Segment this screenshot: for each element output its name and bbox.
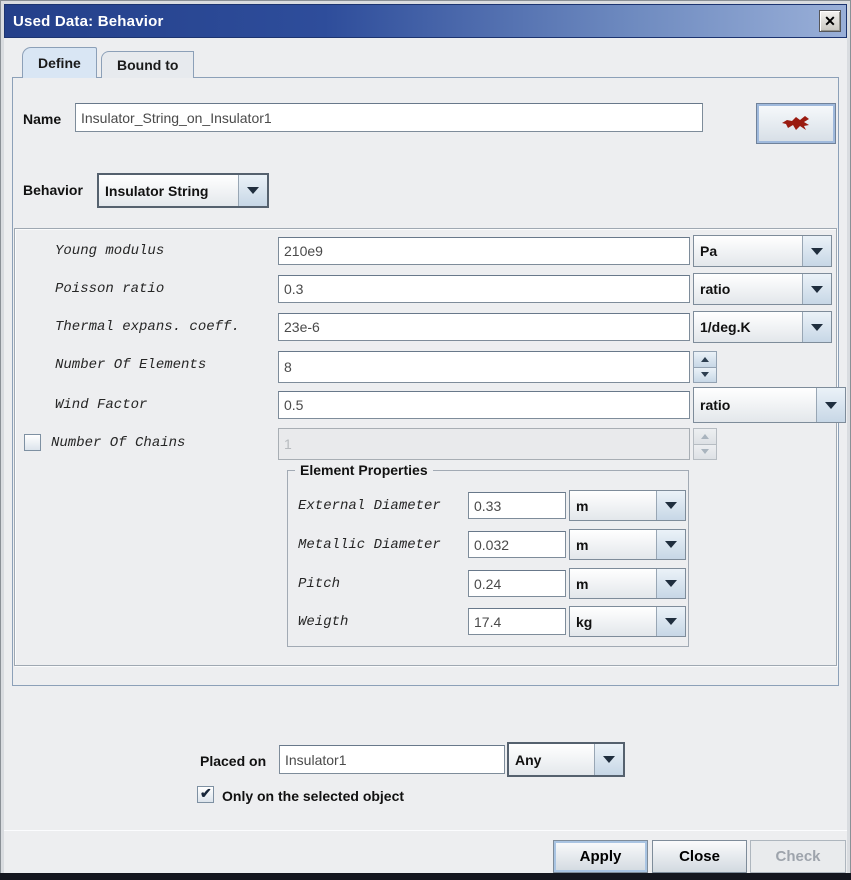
apply-button[interactable]: Apply [553, 840, 648, 873]
unit-combo-arrow[interactable] [802, 312, 831, 342]
chevron-down-icon [811, 324, 823, 331]
metallic-diameter-input[interactable] [468, 531, 566, 558]
chevron-down-icon [665, 618, 677, 625]
poisson-ratio-label: Poisson ratio [55, 281, 165, 297]
title-bar[interactable] [4, 4, 847, 38]
arrow-up-icon [701, 434, 709, 439]
name-input[interactable] [75, 103, 703, 132]
spinner-up-button [693, 428, 717, 445]
chevron-down-icon [665, 580, 677, 587]
define-tab-panel [12, 77, 839, 686]
chevron-down-icon [247, 187, 259, 194]
wind-factor-unit: ratio [700, 397, 731, 413]
arrow-down-icon [701, 372, 709, 377]
tab-bound-to[interactable] [101, 51, 194, 78]
pitch-label: Pitch [298, 576, 341, 592]
chevron-down-icon [811, 248, 823, 255]
young-modulus-label: Young modulus [55, 243, 165, 259]
placed-on-scope-value: Any [515, 751, 542, 768]
external-diameter-unit: m [576, 497, 589, 514]
unit-combo-arrow[interactable] [802, 274, 831, 304]
pitch-unit: m [576, 575, 589, 592]
metallic-diameter-unit-combo[interactable] [569, 529, 686, 560]
chevron-down-icon [665, 541, 677, 548]
placed-on-input[interactable] [279, 745, 505, 774]
scope-combo-arrow[interactable] [594, 744, 623, 775]
pitch-input[interactable] [468, 570, 566, 597]
metallic-diameter-label: Metallic Diameter [298, 537, 441, 553]
pitch-unit-combo[interactable] [569, 568, 686, 599]
poisson-ratio-input[interactable] [278, 275, 690, 303]
thermal-expansion-input[interactable] [278, 313, 690, 341]
tab-bound-to-label: Bound to [117, 57, 179, 73]
close-button[interactable]: Close [652, 840, 747, 873]
arrow-up-icon [701, 357, 709, 362]
placed-on-label: Placed on [200, 753, 267, 769]
edit-expression-button[interactable] [756, 103, 836, 144]
tab-define-label: Define [38, 55, 81, 71]
young-modulus-unit-combo[interactable] [693, 235, 832, 267]
unit-combo-arrow[interactable] [656, 569, 685, 598]
tab-define[interactable] [22, 47, 97, 78]
button-separator [4, 830, 847, 831]
weigth-input[interactable] [468, 608, 566, 635]
name-label: Name [23, 111, 62, 127]
weigth-unit: kg [576, 613, 593, 630]
only-selected-checkbox[interactable] [197, 786, 214, 803]
unit-combo-arrow[interactable] [656, 491, 685, 520]
wind-factor-label: Wind Factor [55, 397, 148, 413]
check-button: Check [750, 840, 846, 873]
unit-combo-arrow[interactable] [802, 236, 831, 266]
wind-factor-input[interactable] [278, 391, 690, 419]
chevron-down-icon [665, 502, 677, 509]
poisson-ratio-unit-combo[interactable] [693, 273, 832, 305]
unit-combo-arrow[interactable] [656, 530, 685, 559]
weigth-unit-combo[interactable] [569, 606, 686, 637]
number-of-chains-label: Number Of Chains [51, 435, 186, 451]
poisson-ratio-unit: ratio [700, 281, 731, 297]
only-selected-label: Only on the selected object [222, 788, 405, 804]
young-modulus-input[interactable] [278, 237, 690, 265]
behavior-label: Behavior [23, 182, 83, 198]
number-of-elements-spinner[interactable] [693, 351, 717, 383]
number-of-chains-spinner [693, 428, 717, 460]
arrow-down-icon [701, 449, 709, 454]
element-properties-title: Element Properties [295, 462, 433, 478]
external-diameter-unit-combo[interactable] [569, 490, 686, 521]
weigth-label: Weigth [298, 614, 349, 630]
close-icon[interactable]: ✕ [819, 10, 841, 32]
red-tool-icon [780, 113, 812, 135]
unit-combo-arrow[interactable] [816, 388, 845, 422]
unit-combo-arrow[interactable] [656, 607, 685, 636]
spinner-up-button[interactable] [693, 351, 717, 368]
thermal-expansion-unit-combo[interactable] [693, 311, 832, 343]
young-modulus-unit: Pa [700, 243, 718, 259]
external-diameter-label: External Diameter [298, 498, 441, 514]
wind-factor-unit-combo[interactable] [693, 387, 846, 423]
element-properties-group [287, 462, 689, 647]
thermal-expansion-unit: 1/deg.K [700, 319, 751, 335]
parameters-panel [14, 228, 837, 666]
number-of-elements-label: Number Of Elements [55, 357, 207, 373]
chevron-down-icon [811, 286, 823, 293]
dialog-title: Used Data: Behavior [13, 12, 164, 30]
chevron-down-icon [825, 402, 837, 409]
number-of-elements-input[interactable] [278, 351, 690, 383]
behavior-combo[interactable] [97, 173, 269, 208]
number-of-chains-input [278, 428, 690, 460]
thermal-expansion-label: Thermal expans. coeff. [55, 319, 240, 335]
chevron-down-icon [603, 756, 615, 763]
window-bottom-edge [0, 873, 851, 880]
behavior-combo-value: Insulator String [105, 182, 209, 199]
number-of-chains-checkbox[interactable] [24, 434, 41, 451]
placed-on-scope-combo[interactable] [507, 742, 625, 777]
behavior-combo-arrow[interactable] [238, 175, 267, 206]
spinner-down-button [693, 445, 717, 461]
external-diameter-input[interactable] [468, 492, 566, 519]
metallic-diameter-unit: m [576, 536, 589, 553]
spinner-down-button[interactable] [693, 368, 717, 384]
